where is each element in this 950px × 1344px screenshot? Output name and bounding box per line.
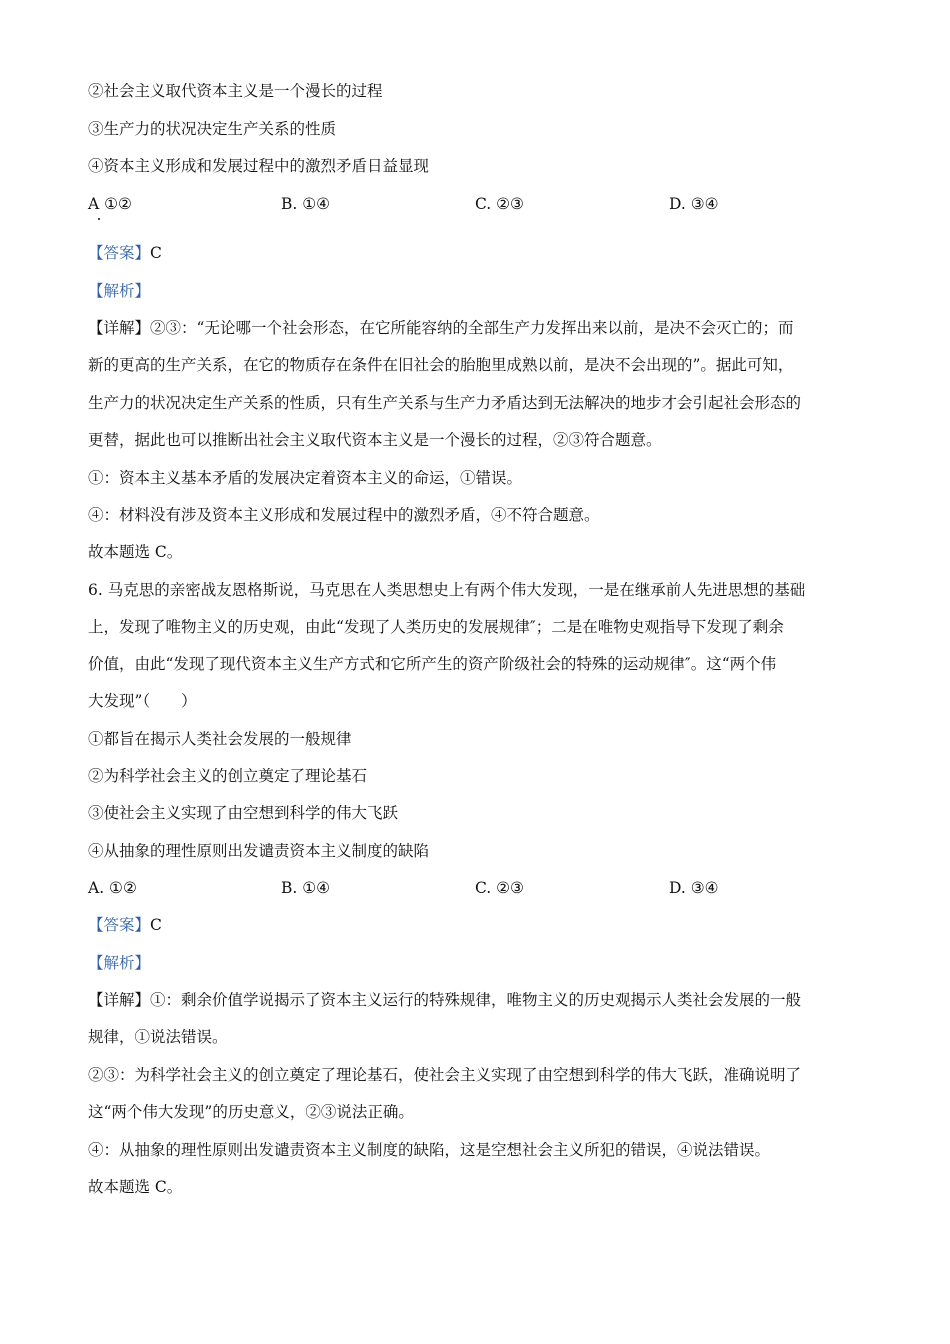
- q5-option-a: A ①②: [88, 195, 132, 213]
- q5-detail-line-2: 新的更高的生产关系，在它的物质存在条件在旧社会的胎胞里成熟以前，是决不会出现的”。据此可知，: [88, 356, 794, 374]
- q5-option-d: D. ③④: [669, 195, 719, 213]
- answer-tag: 【答案】: [88, 244, 151, 262]
- q5-analysis: [88, 281, 868, 301]
- q6-stem-line-2: 上，发现了唯物主义的历史观，由此“发现了人类历史的发展规律″；二是在唯物史观指导下发现了剩余: [88, 618, 784, 636]
- q6-option-b: B. ①④: [281, 879, 331, 897]
- q6-detail-line-3: ②③：为科学社会主义的创立奠定了理论基石，使社会主义实现了由空想到科学的伟大飞跃，准确说明了: [88, 1066, 802, 1084]
- analysis-tag: 【解析】: [88, 282, 151, 300]
- q6-statement-3: ③使社会主义实现了由空想到科学的伟大飞跃: [88, 804, 399, 822]
- q6-options: [0, 878, 950, 898]
- detail-text: ②③：“无论哪一个社会形态，在它所能容纳的全部生产力发挥出来以前，是决不会灭亡的；而: [150, 319, 794, 337]
- analysis-tag: 【解析】: [88, 954, 151, 972]
- q5-statement-3: ③生产力的状况决定生产关系的性质: [88, 120, 337, 138]
- q5-statement-4: ④资本主义形成和发展过程中的激烈矛盾日益显现: [88, 157, 430, 175]
- q5-answer: [88, 243, 868, 263]
- q5-detail-line-6: ④：材料没有涉及资本主义形成和发展过程中的激烈矛盾，④不符合题意。: [88, 506, 600, 524]
- answer-value: C: [150, 916, 162, 934]
- q5-detail-line-3: 生产力的状况决定生产关系的性质，只有生产关系与生产力矛盾达到无法解决的地步才会引起社会形态的: [88, 394, 802, 412]
- q5-detail-line-5: ①：资本主义基本矛盾的发展决定着资本主义的命运，①错误。: [88, 469, 523, 487]
- q6-detail-line-4: 这“两个伟大发现”的历史意义，②③说法正确。: [88, 1103, 414, 1121]
- detail-tag: 【详解】: [88, 319, 151, 337]
- detail-tag: 【详解】: [88, 991, 151, 1009]
- q5-detail-line-4: 更替，据此也可以推断出社会主义取代资本主义是一个漫长的过程，②③符合题意。: [88, 431, 662, 449]
- q6-analysis: [88, 953, 868, 973]
- q5-statement-2: ②社会主义取代资本主义是一个漫长的过程: [88, 82, 383, 100]
- q5-option-b: B. ①④: [281, 195, 331, 213]
- q6-stem-line-3: 价值，由此“发现了现代资本主义生产方式和它所产生的资产阶级社会的特殊的运动规律″。这“两个伟: [88, 655, 777, 673]
- q6-option-d: D. ③④: [669, 879, 719, 897]
- q5-detail-line-1: [88, 318, 868, 338]
- detail-text: ①：剩余价值学说揭示了资本主义运行的特殊规律，唯物主义的历史观揭示人类社会发展的一般: [150, 991, 802, 1009]
- q6-stem-line-4: 大发现”（ ）: [88, 692, 197, 710]
- q6-detail-line-1: [88, 990, 868, 1010]
- answer-tag: 【答案】: [88, 916, 151, 934]
- q6-option-a: A. ①②: [88, 879, 137, 897]
- answer-value: C: [150, 244, 162, 262]
- q6-statement-2: ②为科学社会主义的创立奠定了理论基石: [88, 767, 368, 785]
- q6-conclusion: 故本题选 C。: [88, 1178, 183, 1196]
- q6-option-c: C. ②③: [475, 879, 524, 897]
- q6-statement-4: ④从抽象的理性原则出发谴责资本主义制度的缺陷: [88, 842, 430, 860]
- q6-detail-line-5: ④：从抽象的理性原则出发谴责资本主义制度的缺陷，这是空想社会主义所犯的错误，④说法错误。: [88, 1141, 771, 1159]
- q6-statement-1: ①都旨在揭示人类社会发展的一般规律: [88, 730, 352, 748]
- q5-option-c: C. ②③: [475, 195, 524, 213]
- q6-detail-line-2: 规律，①说法错误。: [88, 1028, 228, 1046]
- q5-options: [0, 194, 950, 214]
- stray-dot: [98, 218, 100, 220]
- q5-conclusion: 故本题选 C。: [88, 543, 183, 561]
- q6-answer: [88, 915, 868, 935]
- q6-stem-line-1: 6. 马克思的亲密战友恩格斯说，马克思在人类思想史上有两个伟大发现，一是在继承前人先进思想的基础: [88, 581, 806, 599]
